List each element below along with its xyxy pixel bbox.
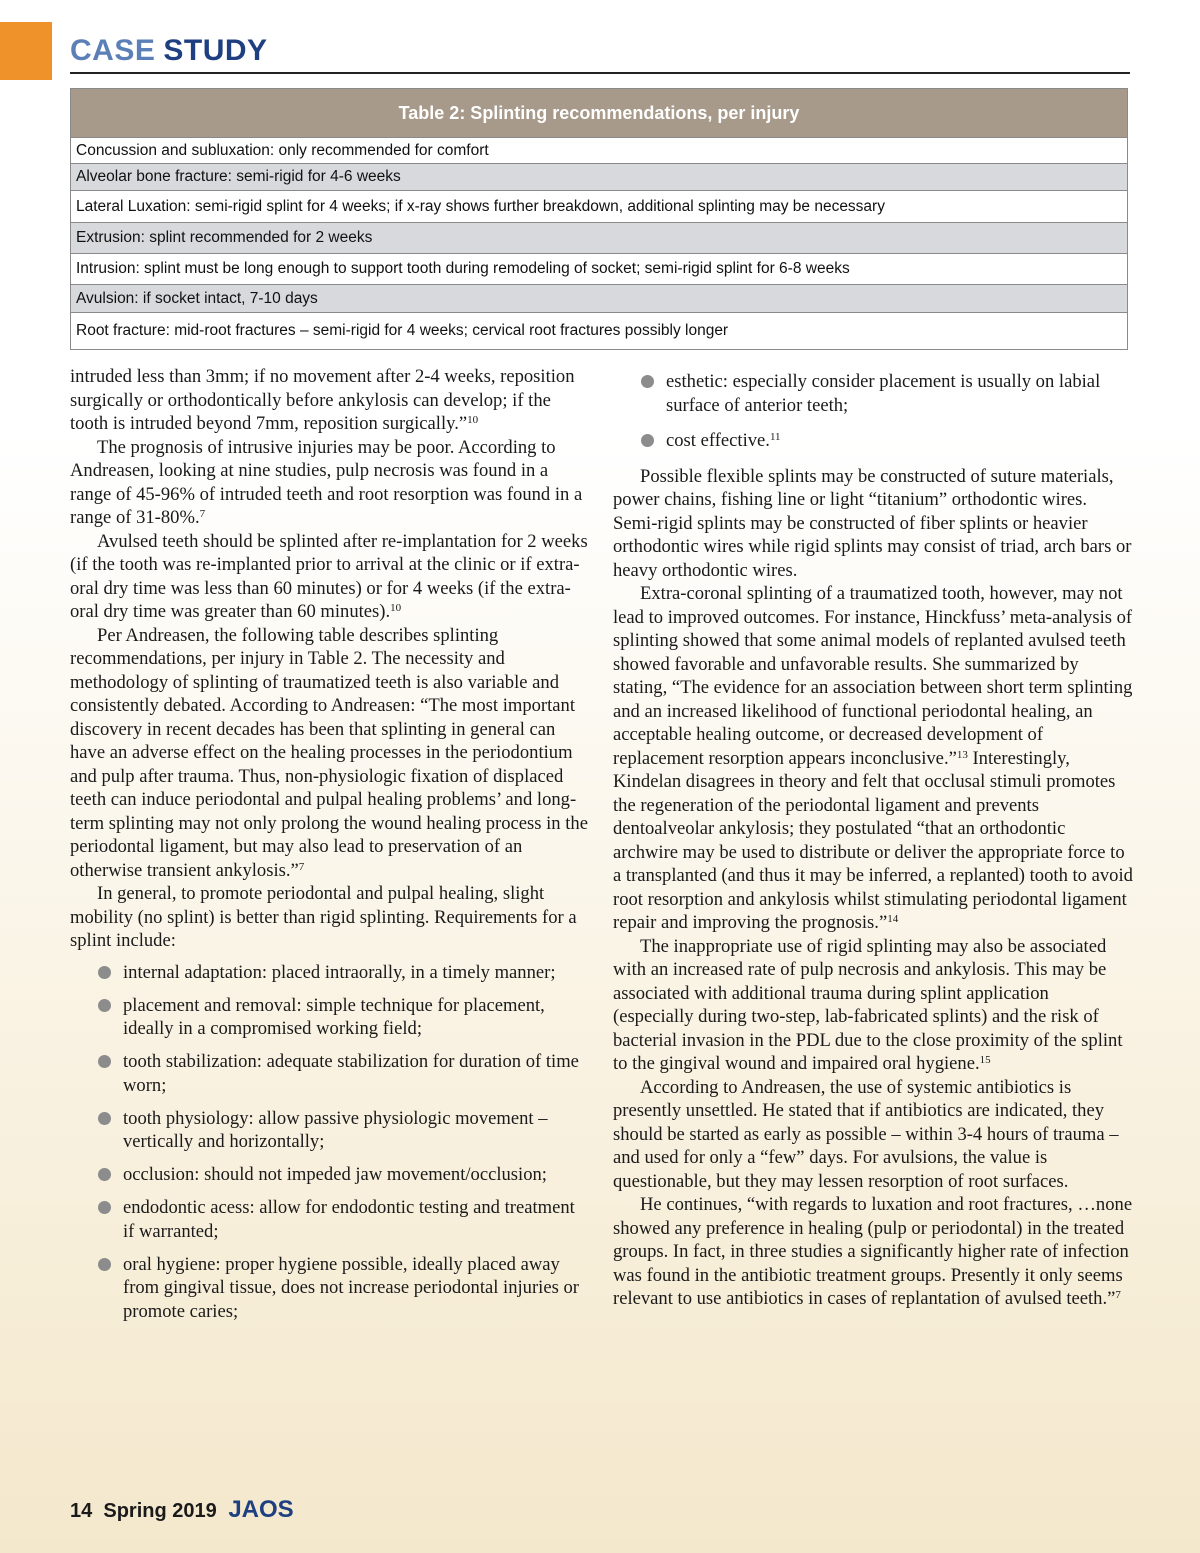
paragraph — [70, 530, 590, 624]
list-item-text: oral hygiene: proper hygiene possible, ideally placed away from gingival tissue, does not increase periodontal injuries or promote caries; — [123, 1253, 579, 1322]
reference-number: 7 — [199, 508, 206, 520]
paragraph — [613, 1193, 1133, 1311]
paragraph-text: Extra-coronal splinting of a traumatized tooth, however, may not lead to improved outcomes. For instance, Hinckfuss’ meta-analysis of splinting showed that some animal models of replanted avulsed teeth showed favorable and unfavorable results. She summarized by stating, “The evidence for an association between short term splinting and an increased likelihood of functional periodontal healing, an acceptable healing outcome, or decreased development of replacement resorption appears inconclusive.” — [613, 583, 1133, 769]
paragraph-text: The inappropriate use of rigid splinting may also be associated with an increased rate of pulp necrosis and ankylosis. This may be associated with additional trauma during splint application (especially during two-step, lab-fabricated splints) and the risk of bacterial invasion in the PDL due to the close proximity of the splint to the gingival wound and impaired oral hygiene. — [613, 935, 1123, 1074]
paragraph-text: Interestingly, Kindelan disagrees in theory and felt that occlusal stimuli promotes the regeneration of the periodontal ligament and prevents dentoalveolar ankylosis; they postulated “that an orthodontic archwire may be used to distribute or deliver the appropriate force to a transplanted (and thus it may be inferred, a replanted) tooth to avoid root resorption and ankylosis whilst stimulating periodontal ligament repair and improving the prognosis.” — [613, 747, 1133, 933]
reference-number: 10 — [467, 414, 479, 426]
list-item-text: esthetic: especially consider placement is usually on labial surface of anterior teeth; — [666, 371, 1101, 416]
reference-number: 13 — [956, 748, 968, 761]
list-item — [70, 1253, 590, 1324]
table-row: Avulsion: if socket intact, 7-10 days — [71, 285, 1127, 313]
list-item-text: internal adaptation: placed intraorally, in a timely manner; — [123, 961, 556, 983]
list-item-text: cost effective. — [666, 430, 770, 451]
table-row: Root fracture: mid-root fractures – semi-rigid for 4 weeks; cervical root fractures possibly longer — [76, 322, 729, 339]
header-rule — [70, 72, 1130, 74]
list-item — [70, 994, 590, 1041]
paragraph-text: The prognosis of intrusive injuries may be poor. According to Andreasen, looking at nine studies, pulp necrosis was found in a range of 45-96% of intruded teeth and root resorption was found in a range of 31-80%. — [70, 436, 583, 528]
paragraph-text: intruded less than 3mm; if no movement after 2-4 weeks, reposition surgically or orthodontically before ankylosis can develop; if the tooth is intruded beyond 7mm, reposition surgically.” — [70, 366, 575, 434]
list-item-text: tooth stabilization: adequate stabilization for duration of time worn; — [123, 1051, 579, 1096]
journal-brand: JAOS — [228, 1496, 294, 1523]
section-header-word1: CASE — [70, 34, 156, 67]
table-row: Alveolar bone fracture: semi-rigid for 4-6 weeks — [71, 164, 1127, 191]
paragraph — [70, 365, 590, 436]
reference-number: 10 — [390, 602, 402, 614]
section-header — [70, 34, 268, 68]
bullet-icon — [641, 434, 654, 447]
paragraph — [613, 582, 1133, 935]
page-number: 14 — [70, 1500, 93, 1522]
left-column — [70, 365, 590, 1333]
reference-number: 7 — [1115, 1289, 1121, 1301]
splint-requirements-list — [70, 961, 590, 1324]
paragraph-text: Per Andreasen, the following table describes splinting recommendations, per injury in Table 2. The necessity and methodology of splinting of traumatized teeth is also variable and consistently debated. According to Andreasen: “The most important discovery in recent decades has been that splinting in general can have an adverse effect on the healing processes in the periodontium and pulp after trauma. Thus, non-physiologic fixation of displaced teeth can induce periodontal and pulpal healing problems’ and long-term splinting may not only prolong the wound healing process in the periodontal ligament, but may also lead to preservation of an otherwise transient ankylosis.” — [70, 624, 588, 881]
bullet-icon — [98, 1112, 111, 1125]
list-item — [70, 1196, 590, 1243]
page-footer — [70, 1496, 294, 1524]
reference-number: 15 — [979, 1054, 991, 1066]
reference-number: 7 — [298, 860, 305, 873]
reference-number: 11 — [769, 431, 781, 443]
list-item-text: placement and removal: simple technique for placement, ideally in a compromised working field; — [123, 994, 545, 1039]
list-item — [613, 429, 1133, 453]
bullet-icon — [98, 1168, 111, 1181]
bullet-icon — [641, 375, 654, 388]
paragraph: According to Andreasen, the use of systemic antibiotics is presently unsettled. He stated that if antibiotics are indicated, they should be started as early as possible – within 3-4 hours of trauma – and used for only a “few” days. For avulsions, the value is questionable, but they may lessen resorption of root surfaces. — [613, 1076, 1119, 1192]
paragraph — [70, 436, 590, 530]
list-item-text: endodontic acess: allow for endodontic testing and treatment if warranted; — [123, 1197, 575, 1242]
table-row: Concussion and subluxation: only recommended for comfort — [71, 138, 1127, 164]
list-item — [70, 1107, 590, 1154]
right-column — [613, 370, 1133, 1311]
paragraph: Possible flexible splints may be constructed of suture materials, power chains, fishing line or light “titanium” orthodontic wires. Semi-rigid splints may be constructed of fiber splints or heavier orthodontic wires while rigid splints may consist of triad, arch bars or heavy orthodontic wires. — [613, 465, 1132, 581]
table-row: Lateral Luxation: semi-rigid splint for 4 weeks; if x-ray shows further breakdown, additional splinting may be necessary — [71, 191, 1127, 223]
table-row: Extrusion: splint recommended for 2 weeks — [71, 223, 1127, 254]
table-row: Intrusion: splint must be long enough to support tooth during remodeling of socket; semi-rigid splint for 6-8 weeks — [71, 254, 1127, 285]
bullet-icon — [98, 966, 111, 979]
list-item — [613, 370, 1133, 417]
paragraph: In general, to promote periodontal and pulpal healing, slight mobility (no splint) is better than rigid splinting. Requirements for a splint include: — [70, 883, 577, 951]
issue-label: Spring 2019 — [103, 1500, 217, 1522]
bullet-icon — [98, 1201, 111, 1214]
paragraph — [70, 624, 590, 883]
bullet-icon — [98, 999, 111, 1012]
section-accent-bar — [0, 22, 52, 80]
list-item — [70, 961, 590, 985]
list-item — [70, 1050, 590, 1097]
splinting-table — [70, 88, 1128, 350]
splint-requirements-list-continued — [613, 370, 1133, 453]
paragraph — [613, 935, 1133, 1076]
list-item-text: occlusion: should not impeded jaw movement/occlusion; — [123, 1164, 547, 1185]
list-item — [70, 1163, 590, 1187]
bullet-icon — [98, 1258, 111, 1271]
bullet-icon — [98, 1055, 111, 1068]
paragraph-text: He continues, “with regards to luxation and root fractures, …none showed any preference in healing (pulp or periodontal) in the treated groups. In fact, in three studies a significantly higher rate of infection was found in the antibiotic treatment groups. Presently it only seems relevant to use antibiotics in cases of replantation of avulsed teeth.” — [613, 1194, 1133, 1309]
section-header-word2: STUDY — [163, 34, 268, 67]
table-caption: Table 2: Splinting recommendations, per injury — [71, 89, 1127, 138]
paragraph-text: Avulsed teeth should be splinted after re-implantation for 2 weeks (if the tooth was re-implanted prior to arrival at the clinic or if extra-oral dry time was less than 60 minutes) or for 4 weeks (if the extra-oral dry time was greater than 60 minutes). — [70, 530, 588, 622]
reference-number: 14 — [887, 913, 899, 925]
list-item-text: tooth physiology: allow passive physiologic movement – vertically and horizontally; — [123, 1107, 548, 1152]
